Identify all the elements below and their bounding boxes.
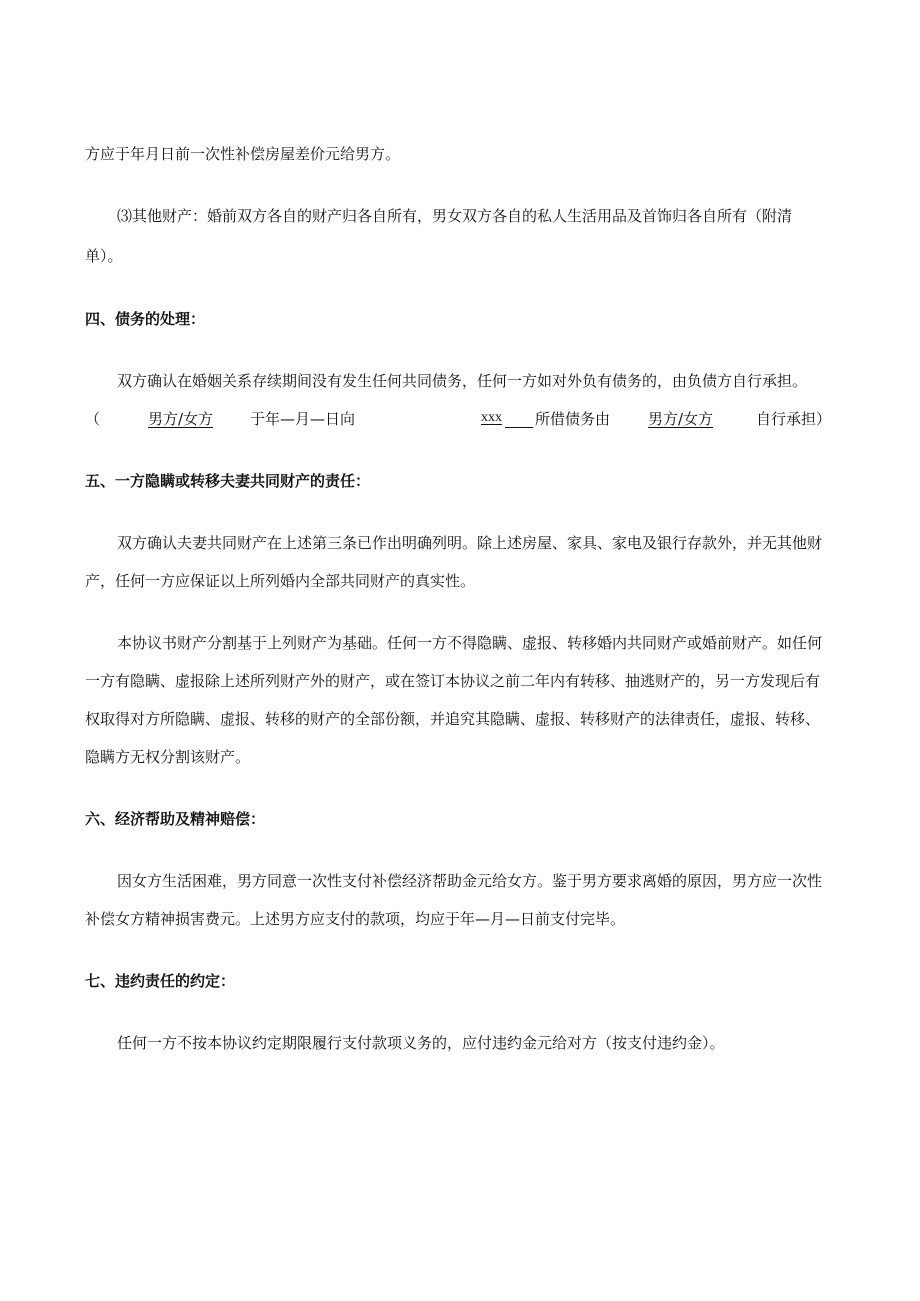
paragraph-line: 双方确认在婚姻关系存续期间没有发生任何共同债务，任何一方如对外负有债务的，由负债方自行承担。	[117, 372, 808, 390]
paragraph-line: 补偿女方精神损害费元。上述男方应支付的款项，均应于年—月—日前支付完毕。	[85, 910, 626, 928]
paragraph-line: 任何一方不按本协议约定期限履行支付款项义务的，应付违约金元给对方（按支付违约金）。	[117, 1034, 725, 1052]
paragraph-line: 权取得对方所隐瞒、虚报、转移的财产的全部份额，并追究其隐瞒、虚报、转移财产的法律责任，虚报、转移、	[85, 710, 821, 728]
open-paren: （	[85, 410, 101, 428]
paragraph-line: 隐瞒方无权分割该财产。	[85, 748, 251, 766]
section-heading-compensation: 六、经济帮助及精神赔偿：	[85, 810, 266, 828]
date-text: 于年—月—日向	[250, 410, 356, 428]
close-text: 自行承担）	[756, 410, 832, 428]
paragraph-line: 单）。	[85, 247, 123, 265]
paragraph-line: 本协议书财产分割基于上列财产为基础。任何一方不得隐瞒、虚报、转移婚内共同财产或婚前财产。如任何	[117, 634, 823, 652]
paragraph-line: ⑶其他财产：婚前双方各自的财产归各自所有，男女双方各自的私人生活用品及首饰归各自所有（附清	[117, 207, 793, 225]
paragraph-line: 一方有隐瞒、虚报除上述所列财产外的财产，或在签订本协议之前二年内有转移、抽逃财产的，另一方发现后有	[85, 672, 821, 690]
section-heading-concealment: 五、一方隐瞒或转移夫妻共同财产的责任：	[85, 472, 371, 490]
section-heading-debt: 四、债务的处理：	[85, 310, 206, 328]
party-field-1: 男方/女方	[148, 410, 214, 428]
lender-field: xxx	[481, 410, 502, 425]
paragraph-line: 因女方生活困难，男方同意一次性支付补偿经济帮助金元给女方。鉴于男方要求离婚的原因，男方应一次性	[117, 872, 823, 890]
section-heading-breach: 七、违约责任的约定：	[85, 972, 236, 990]
paragraph-line: 双方确认夫妻共同财产在上述第三条已作出明确列明。除上述房屋、家具、家电及银行存款外，并无其他财	[117, 534, 823, 552]
paragraph-line: 方应于年月日前一次性补偿房屋差价元给男方。	[85, 145, 401, 163]
underline-blank	[505, 427, 533, 428]
party-field-2: 男方/女方	[648, 410, 714, 428]
paragraph-line: 产，任何一方应保证以上所列婚内全部共同财产的真实性。	[85, 572, 476, 590]
debt-text: 所借债务由	[535, 410, 611, 428]
